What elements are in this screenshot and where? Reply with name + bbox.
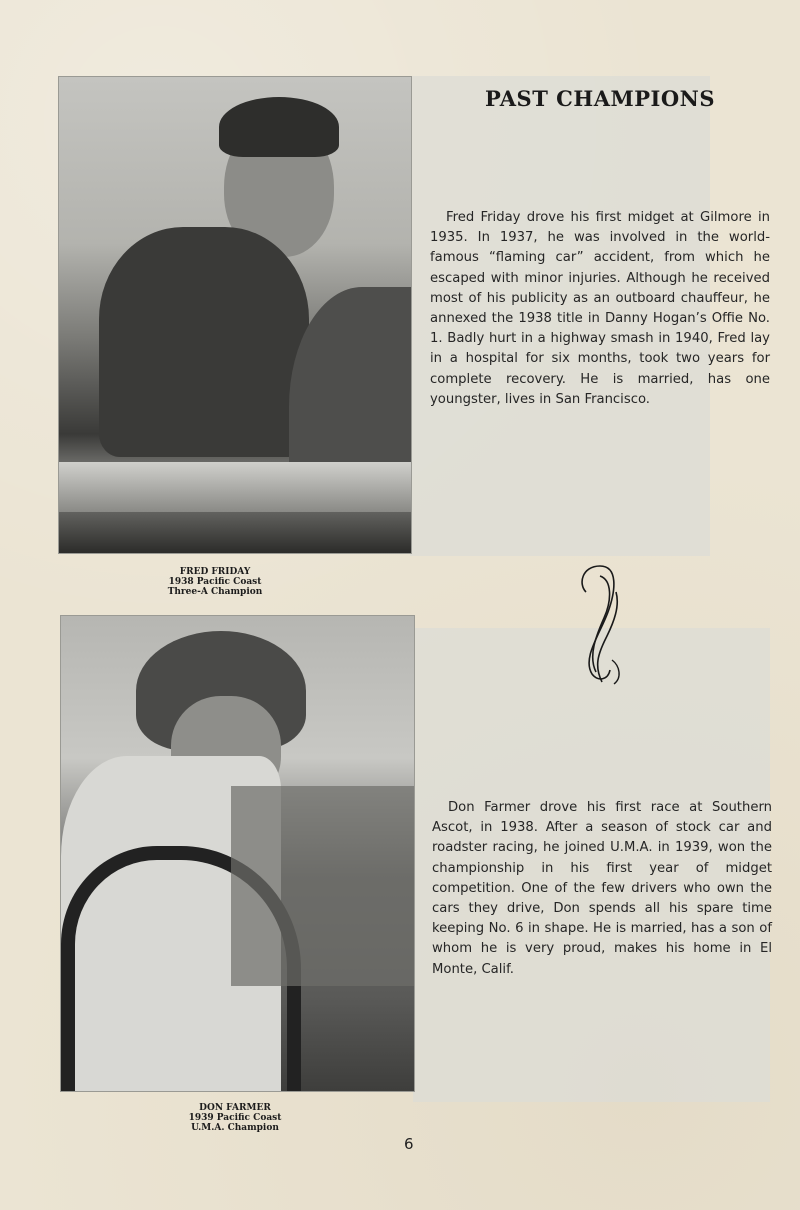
caption-don-farmer xyxy=(180,1103,290,1133)
caption-title: 1938 Pacific Coast xyxy=(168,577,262,587)
page-title: PAST CHAMPIONS xyxy=(484,86,716,111)
driver-body xyxy=(99,227,309,457)
caption-fred-friday xyxy=(150,567,280,597)
bio-don-farmer xyxy=(432,798,772,980)
caption-name: DON FARMER xyxy=(199,1103,271,1113)
bio-text: Fred Friday drove his first midget at Gilmore in 1935. In 1937, he was involved in the world-famous “flaming car” accident, from which he escaped with minor injuries. Although he received most of his publicity as an outboard chauffeur, he annexed the 1938 title in Danny Hogan’s Offie No. 1. Badly hurt in a highway smash in 1940, Fred lay in a hospital for six months, took two years for complete recovery. He is married, has one youngster, lives in San Francisco. xyxy=(430,210,770,407)
caption-title: U.M.A. Champion xyxy=(191,1123,279,1133)
background-crowd xyxy=(231,786,414,986)
bio-text: Don Farmer drove his first race at Southern Ascot, in 1938. After a season of stock car and roadster racing, he joined U.M.A. in 1939, won the championship in his first year of midget competition. One of the few drivers who own the cars they drive, Don spends all his spare time keeping No. 6 in shape. He is married, has a son of whom he is very proud, makes his home in El Monte, Calif. xyxy=(432,800,772,977)
driver-hair xyxy=(219,97,339,157)
flourish-ornament-icon xyxy=(578,562,630,686)
caption-title: 1939 Pacific Coast xyxy=(188,1113,282,1123)
car-body xyxy=(59,462,411,512)
caption-name: FRED FRIDAY xyxy=(179,567,251,577)
page-number: 6 xyxy=(404,1135,414,1153)
bio-fred-friday xyxy=(430,208,770,410)
caption-title: Three-A Champion xyxy=(167,587,263,597)
photo-don-farmer xyxy=(60,615,415,1092)
photo-fred-friday xyxy=(58,76,412,554)
